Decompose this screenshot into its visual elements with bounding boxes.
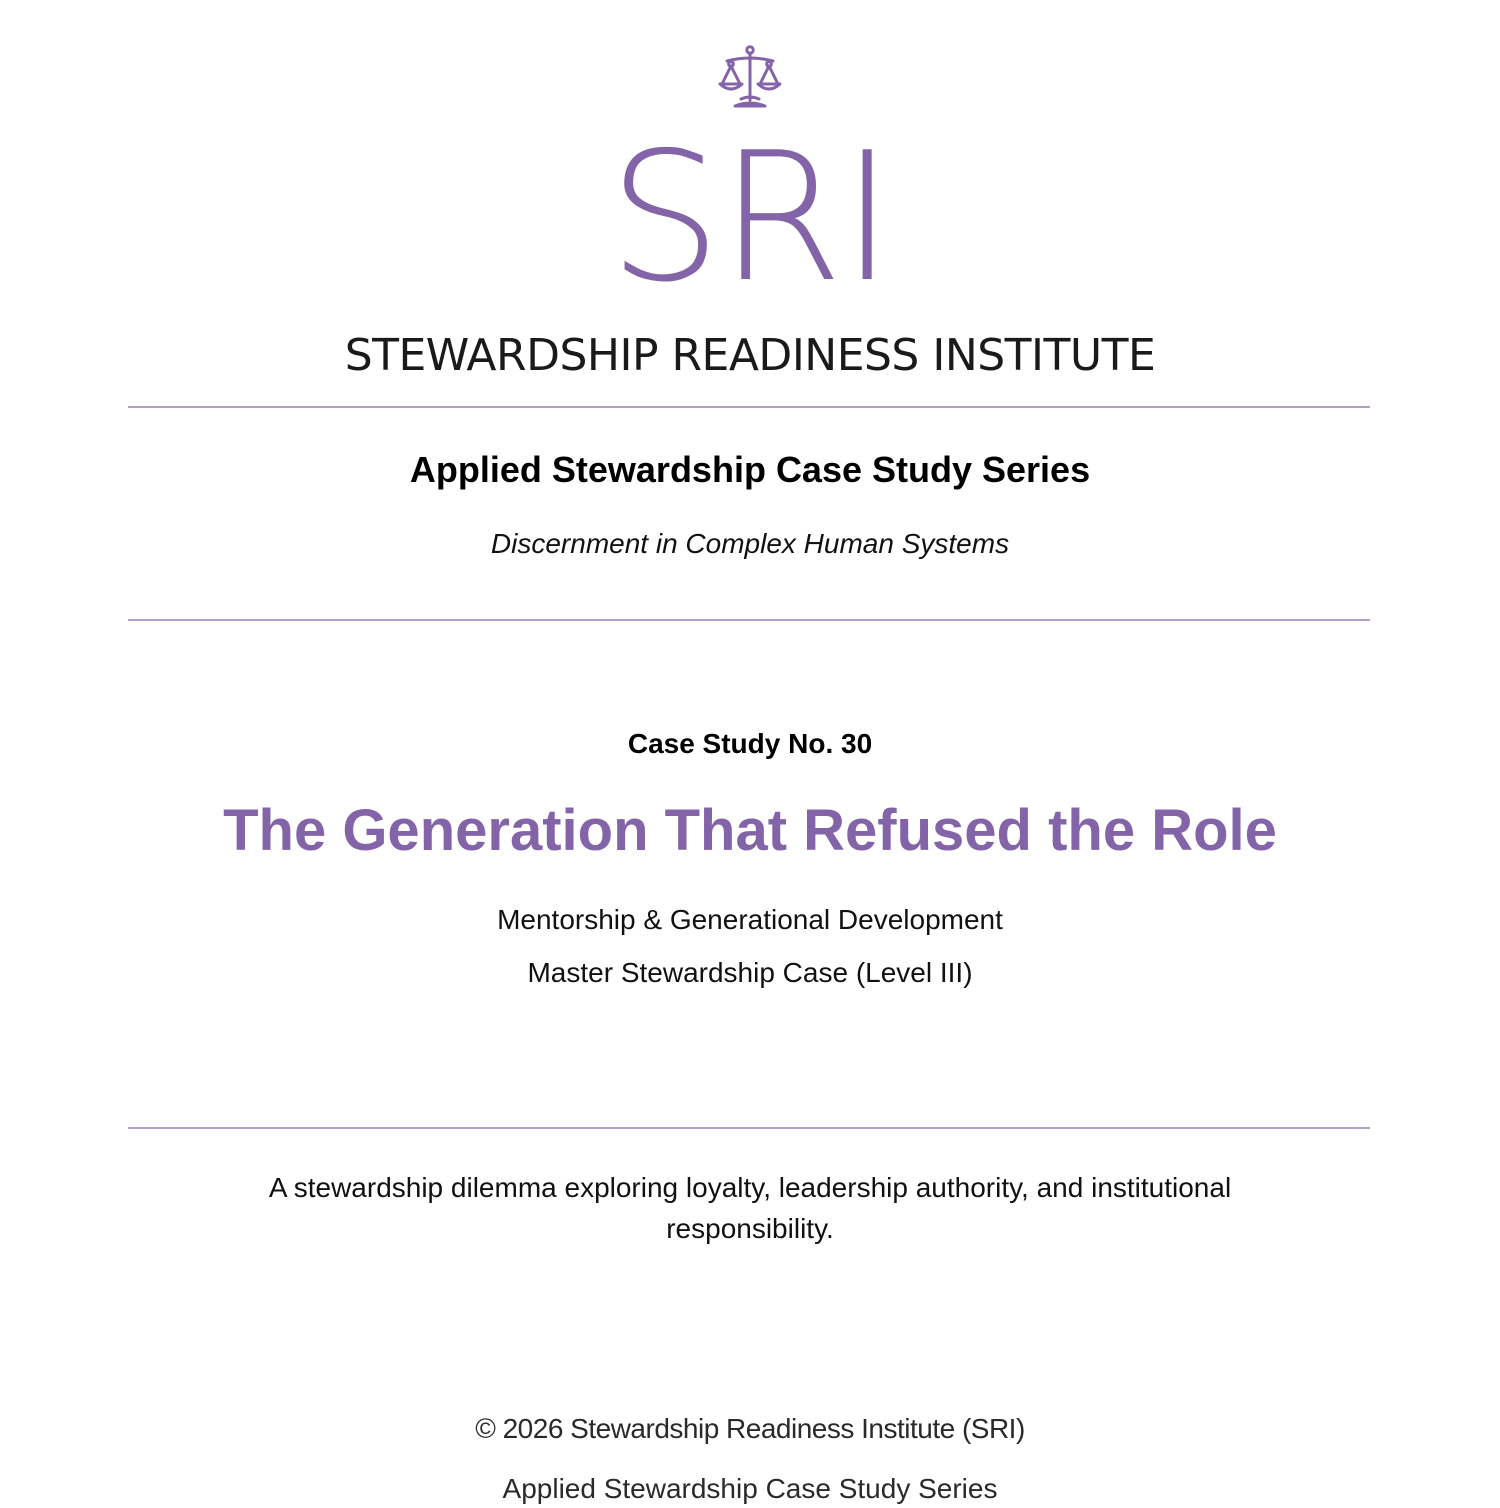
copyright-notice: © 2026 Stewardship Readiness Institute (SRI) [475, 1413, 1025, 1444]
case-title: The Generation That Refused the Role [223, 798, 1277, 863]
divider [128, 1127, 1370, 1129]
divider [128, 619, 1370, 621]
scales-of-justice-icon [717, 44, 783, 110]
case-number: Case Study No. 30 [627, 728, 873, 759]
case-level: Master Stewardship Case (Level III) [527, 957, 973, 988]
case-summary: A stewardship dilemma exploring loyalty, leadership authority, and institutional responsibility. [268, 1172, 1232, 1244]
footer-series-line: Applied Stewardship Case Study Series [502, 1473, 998, 1504]
series-title: Applied Stewardship Case Study Series [409, 449, 1091, 490]
case-topic: Mentorship & Generational Development [497, 904, 1003, 935]
series-subtitle: Discernment in Complex Human Systems [490, 528, 1010, 559]
sri-wordmark: SRI [608, 114, 892, 321]
institute-name: STEWARDSHIP READINESS INSTITUTE [344, 330, 1156, 381]
divider [128, 406, 1370, 408]
